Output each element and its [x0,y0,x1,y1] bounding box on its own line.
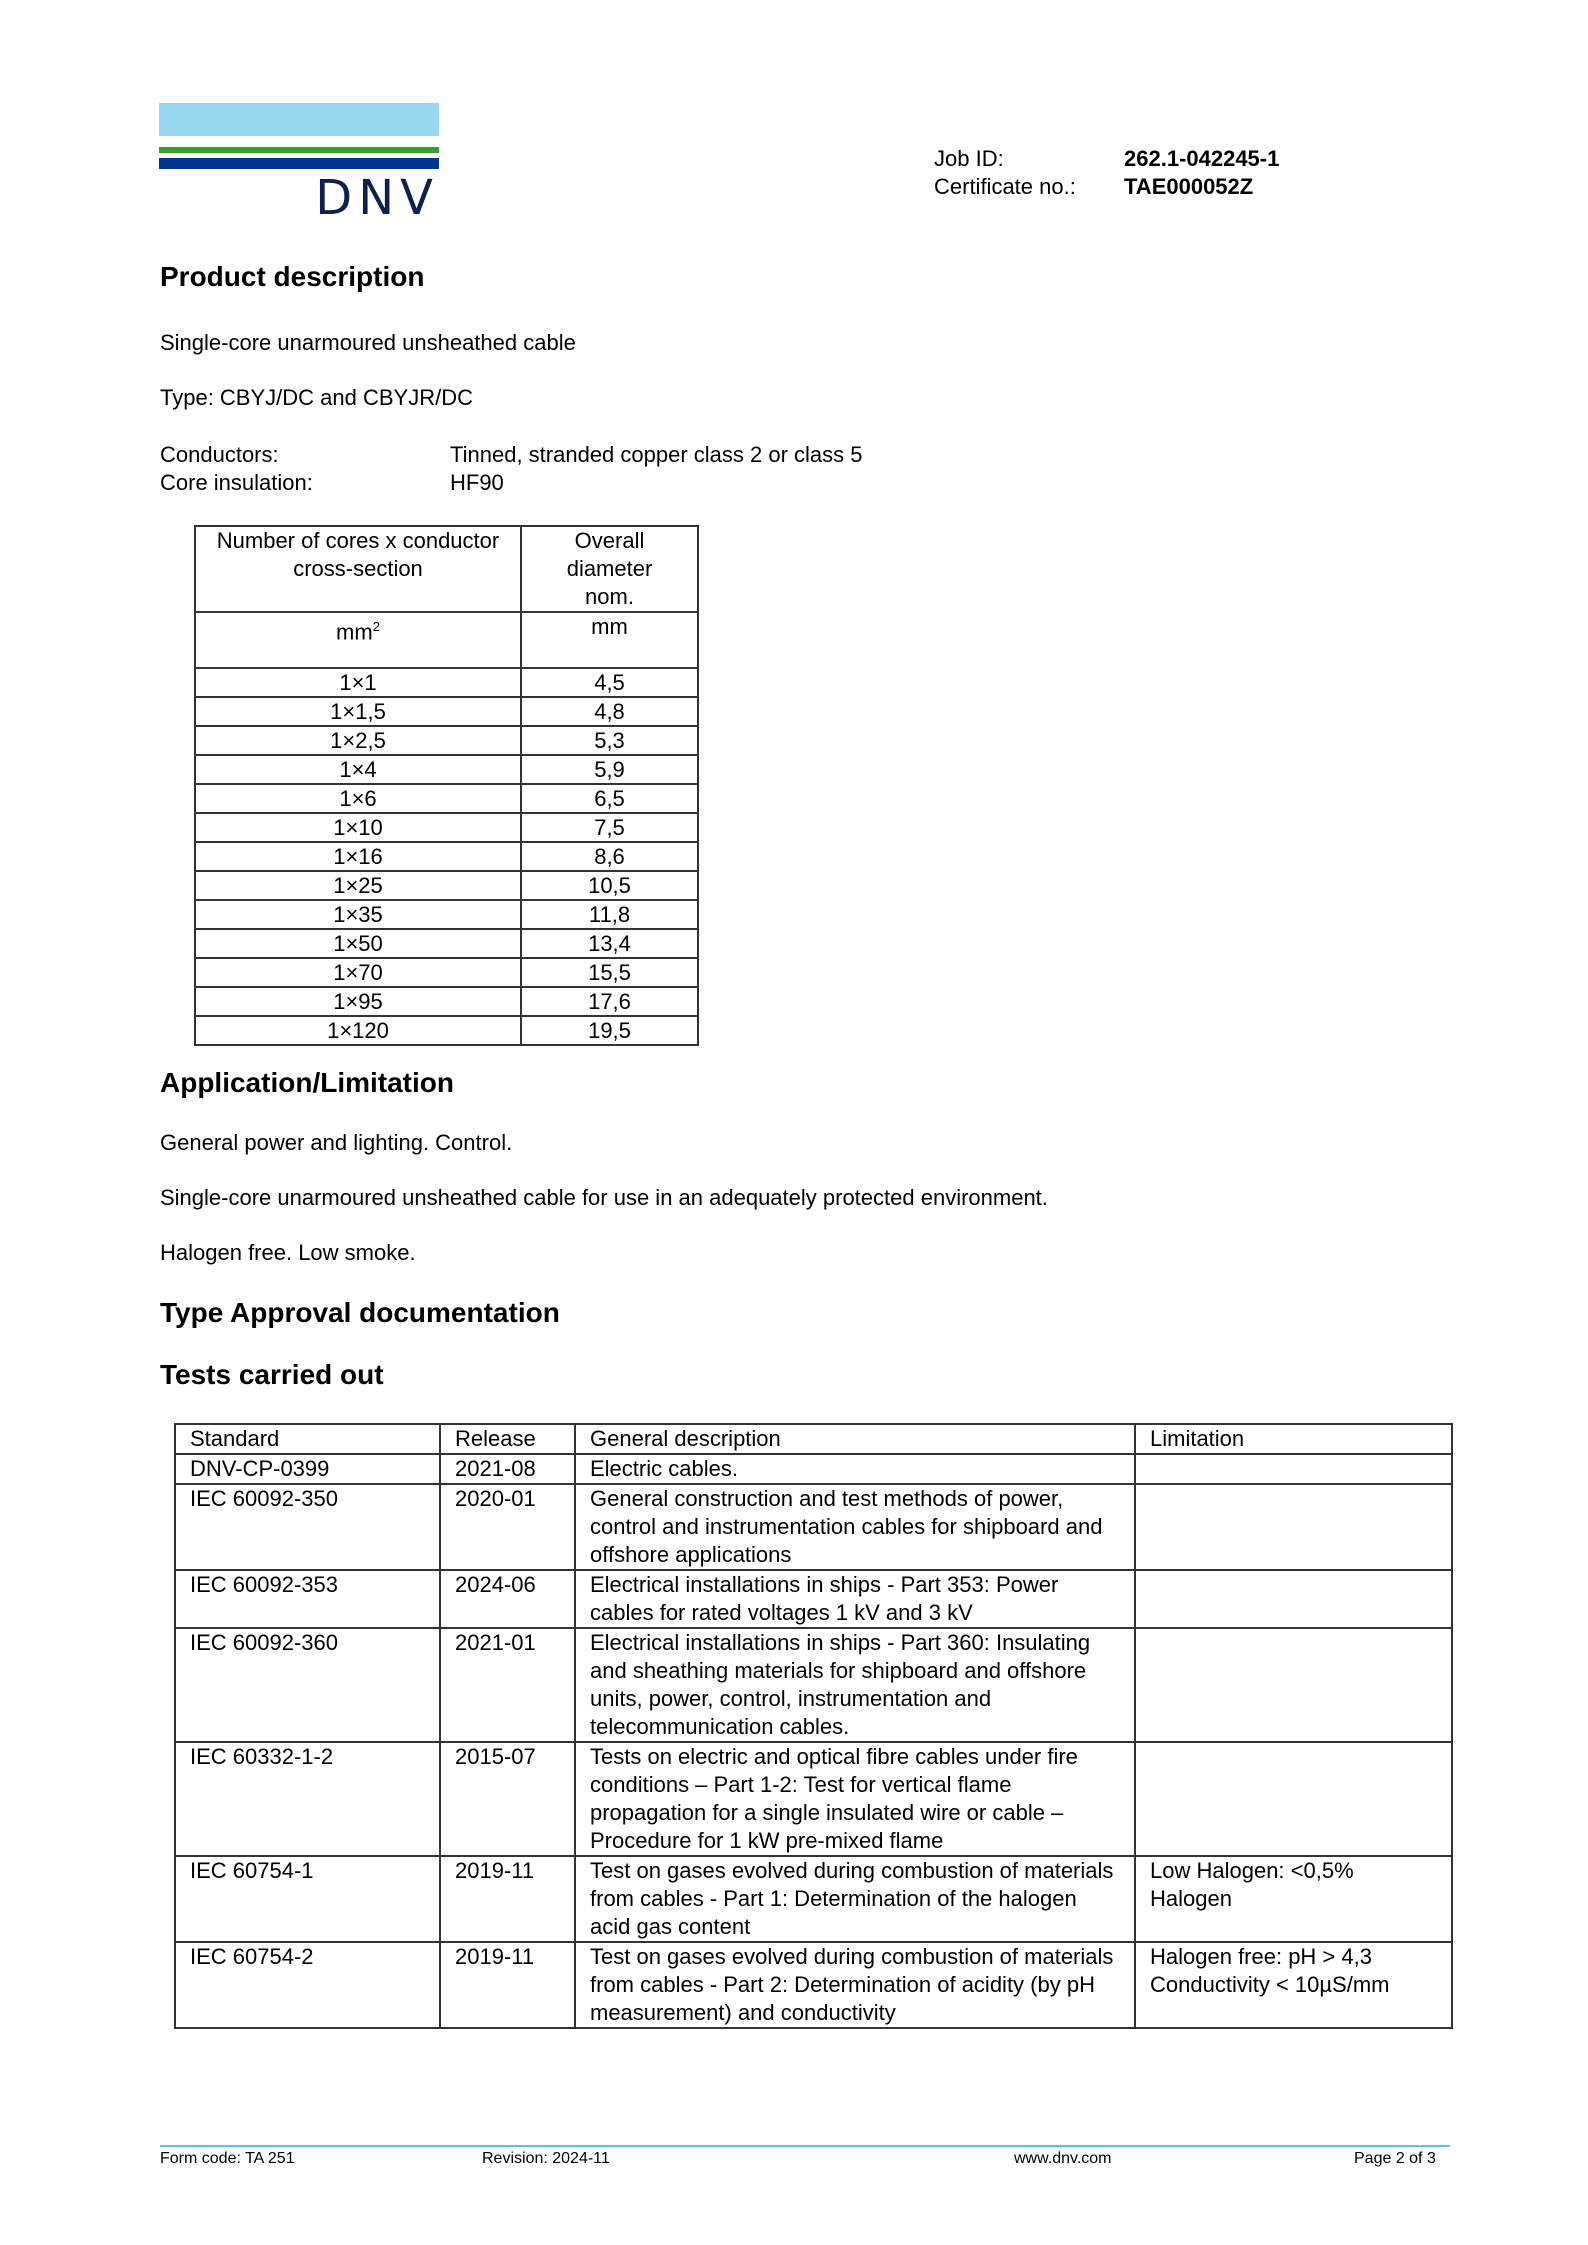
job-id-value: 262.1-042245-1 [1124,146,1280,171]
table-row: IEC 60092-353 2024-06 Electrical installations in ships - Part 353: Power cables for rated voltages 1 kV and 3 kV [175,1570,1452,1628]
job-id-label: Job ID: [934,146,1004,171]
table-row: 1×35 11,8 [195,900,698,929]
application-line-3: Halogen free. Low smoke. [160,1240,416,1265]
footer-divider [160,2145,1450,2147]
logo-text: DNV [315,170,439,226]
footer-revision: Revision: 2024-11 [482,2150,610,2167]
product-description-heading: Product description [160,261,425,292]
table-row: IEC 60754-1 2019-11 Test on gases evolved during combustion of materials from cables - Part 1: Determination of the halogen acid gas content Low Halogen: <0,5% Halogen [175,1856,1452,1942]
col-standard: Standard [175,1424,440,1454]
product-specs [160,441,863,497]
table-row: 1×50 13,4 [195,929,698,958]
table-row: IEC 60092-350 2020-01 General construction and test methods of power, control and instrumentation cables for shipboard and offshore applications [175,1484,1452,1570]
dnv-logo [159,103,439,226]
insulation-label: Core insulation: [160,470,313,495]
col-description: General description [575,1424,1135,1454]
table-row: 1×70 15,5 [195,958,698,987]
table-row: 1×1 4,5 [195,668,698,697]
certificate-label: Certificate no.: [934,174,1076,199]
application-line-2: Single-core unarmoured unsheathed cable for use in an adequately protected environment. [160,1185,1048,1210]
product-type: Type: CBYJ/DC and CBYJR/DC [160,385,473,410]
tests-heading: Tests carried out [160,1359,384,1390]
document-meta [934,145,1279,201]
insulation-value: HF90 [450,470,504,495]
cores-col2-header: Overall diameter nom. [521,526,698,612]
table-row: 1×2,5 5,3 [195,726,698,755]
tests-header-row [175,1424,1452,1454]
col-limitation: Limitation [1135,1424,1452,1454]
table-row: 1×1,5 4,8 [195,697,698,726]
col-release: Release [440,1424,575,1454]
conductors-label: Conductors: [160,442,279,467]
footer-page-number: Page 2 of 3 [1354,2150,1436,2167]
table-row: IEC 60092-360 2021-01 Electrical installations in ships - Part 360: Insulating and sheathing materials for shipboard and offshore units, power, control, instrumentation and telecommunication cables. [175,1628,1452,1742]
application-line-1: General power and lighting. Control. [160,1130,513,1155]
conductors-value: Tinned, stranded copper class 2 or class 5 [450,442,863,467]
table-row: 1×10 7,5 [195,813,698,842]
table-row: IEC 60332-1-2 2015-07 Tests on electric and optical fibre cables under fire conditions – Part 1-2: Test for vertical flame propagation for a single insulated wire or cable –Procedure for 1 kW pre-mixed flame [175,1742,1452,1856]
table-row: DNV-CP-0399 2021-08 Electric cables. [175,1454,1452,1484]
table-row: 1×6 6,5 [195,784,698,813]
table-row: 1×25 10,5 [195,871,698,900]
footer-form-code: Form code: TA 251 [160,2150,295,2167]
logo-bar-dark-blue [159,158,439,169]
cores-col1-unit: $mm^2$ [195,612,521,668]
cores-table [194,525,699,1046]
product-line-1: Single-core unarmoured unsheathed cable [160,330,576,355]
certificate-value: TAE000052Z [1124,174,1254,199]
table-row: 1×120 19,5 [195,1016,698,1045]
cores-col2-unit: mm [521,612,698,668]
table-row: IEC 60754-2 2019-11 Test on gases evolved during combustion of materials from cables - Part 2: Determination of acidity (by pH measurement) and conductivity Halogen free: pH > 4,3 Conductivity < 10µS/mm [175,1942,1452,2028]
logo-bar-light-blue [159,103,439,136]
application-heading: Application/Limitation [160,1067,454,1098]
tests-table [174,1423,1453,2029]
table-row: 1×4 5,9 [195,755,698,784]
table-row: 1×16 8,6 [195,842,698,871]
cores-col1-header: Number of cores x conductor cross-section [195,526,521,612]
table-row: 1×95 17,6 [195,987,698,1016]
footer-website[interactable]: www.dnv.com [1014,2150,1112,2167]
type-approval-heading: Type Approval documentation [160,1297,560,1328]
